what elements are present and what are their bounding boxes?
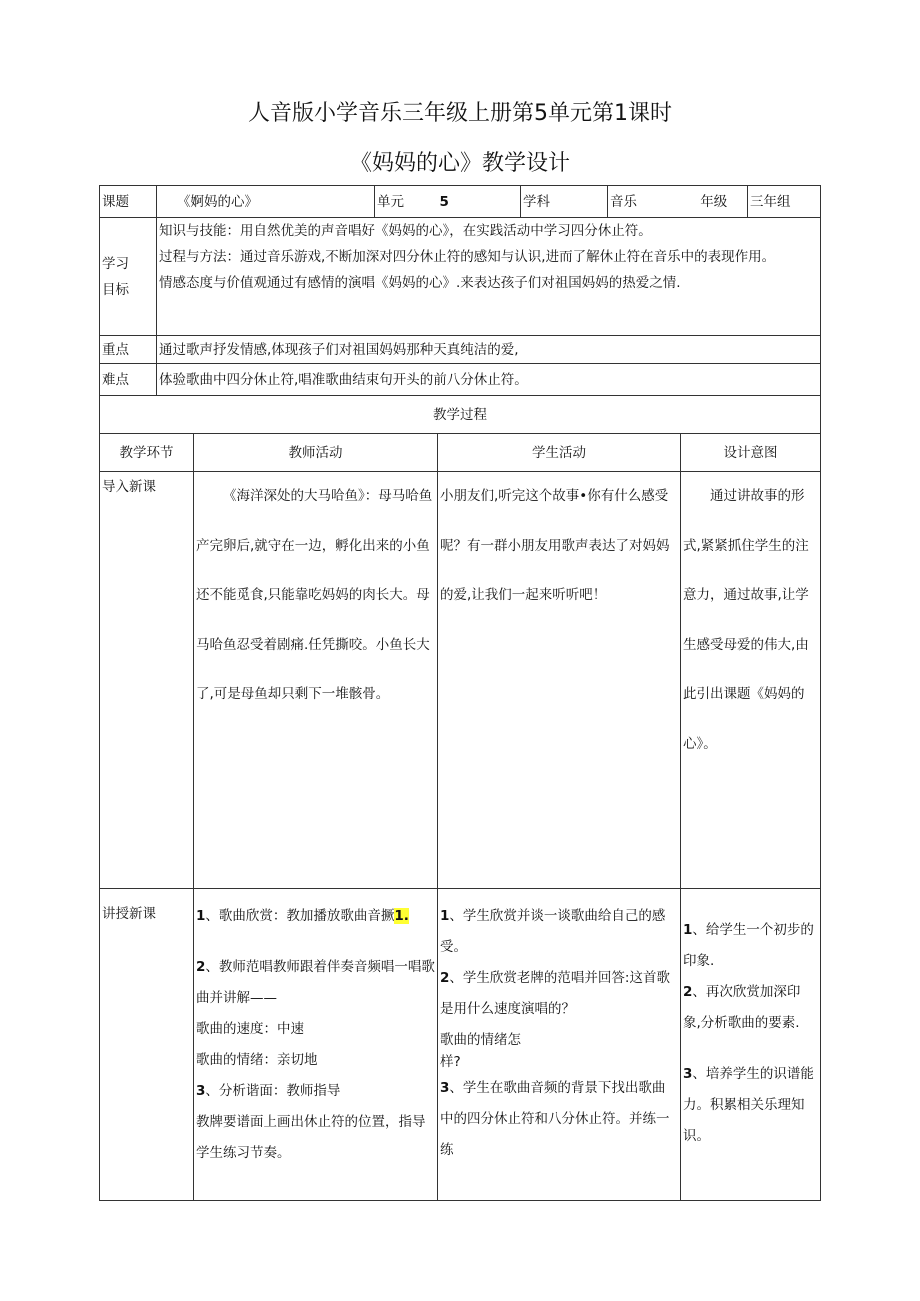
teacher-step-3-text: 、分析谐面：教师指导: [205, 1083, 341, 1099]
design-step-3-text: 、培养学生的识谱能力。积累相关乐理知识。: [683, 1066, 814, 1144]
intro-row: [100, 472, 821, 889]
header-design: 设计意图: [681, 434, 821, 472]
intro-design: 通过讲故事的形式,紧紧抓住学生的注意力，通过故事,让学生感受母爱的伟大,由此引出课题《妈妈的心》。: [681, 472, 821, 889]
goals-label-line1: 学习: [102, 255, 129, 272]
goal-emotion: 情感态度与价值观通过有感情的演唱《妈妈的心》.来表达孩子们对祖国妈妈的热爱之情.: [159, 275, 681, 291]
topic-value: 《婀妈的心》: [157, 186, 375, 218]
info-row: [100, 186, 821, 218]
goals-content: [157, 218, 821, 336]
intro-student: 小朋友们,听完这个故事•你有什么感受呢？有一群小朋友用歌声表达了对妈妈的爱,让我们一起来听听吧！: [438, 472, 681, 889]
student-step-1-text: 、学生欣赏并谈一谈歌曲给自己的感受。: [440, 908, 666, 955]
goals-label-line2: 目标: [102, 281, 129, 298]
unit-value: 5: [438, 186, 521, 218]
design-step-1-num: 1: [683, 922, 693, 938]
intro-teacher: 《海洋深处的大马哈鱼》：母马哈鱼产完卵后,就守在一边，孵化出来的小鱼还不能觅食,只能靠吃妈妈的肉长大。母马哈鱼忍受着剧痛.任凭撕咬。小鱼长大了,可是母鱼却只剩下一堆骸骨。: [194, 472, 438, 889]
teacher-mood: 歌曲的情绪：亲切地: [196, 1052, 318, 1068]
teacher-step-1: [196, 901, 435, 932]
new-lesson-row: [100, 889, 821, 1201]
student-step-3-num: 3: [440, 1080, 450, 1096]
document-title: 人音版小学音乐三年级上册第5单元第1课时: [248, 101, 672, 126]
teacher-step-2: [196, 952, 435, 1014]
teacher-step-4: 教牌要谱面上画出休止符的位置，指导学生练习节奏。: [196, 1114, 426, 1161]
difficulty-row: [100, 364, 821, 396]
teacher-step-3-num: 3: [196, 1083, 206, 1099]
topic-label: 课题: [100, 186, 157, 218]
subject-value: 音乐: [608, 186, 681, 218]
goals-row: [100, 218, 821, 336]
teacher-step-2-text: 、教师范唱教师跟着伴奏音频唱一唱歌曲并讲解——: [196, 959, 435, 1006]
difficulty-label: 难点: [100, 364, 157, 396]
key-point-text: 通过歌声抒发情感,体现孩子们对祖国妈妈那种天真纯洁的爱,: [157, 336, 821, 364]
design-step-2-num: 2: [683, 984, 693, 1000]
new-stage: 讲授新课: [100, 889, 194, 1201]
grade-value: 三年组: [748, 186, 821, 218]
key-point-row: [100, 336, 821, 364]
teacher-step-2-num: 2: [196, 959, 206, 975]
student-step-2b: 歌曲的情绪怎: [440, 1032, 521, 1048]
key-point-label: 重点: [100, 336, 157, 364]
design-step-2: [683, 977, 818, 1039]
teacher-step-1-num: 1: [196, 908, 206, 924]
spacer: [683, 1039, 818, 1059]
process-heading: 教学过程: [100, 396, 821, 434]
spacer: [196, 932, 435, 952]
design-step-1: [683, 915, 818, 977]
new-design: [681, 889, 821, 1201]
goal-process: 过程与方法：通过音乐游戏,不断加深对四分休止符的感知与认识,进而了解休止符在音乐中的表现作用。: [159, 249, 776, 265]
goal-knowledge: 知识与技能：用自然优美的声音唱好《妈妈的心》，在实践活动中学习四分休止符。: [159, 223, 652, 239]
design-step-2-text: 、再次欣赏加深印象,分析歌曲的要素.: [683, 984, 801, 1031]
subject-label: 学科: [521, 186, 608, 218]
student-step-2: [440, 963, 678, 1025]
lesson-plan-table: [99, 185, 821, 1201]
difficulty-text: 体验歌曲中四分休止符,唱准歌曲结束句开头的前八分休止符。: [157, 364, 821, 396]
new-teacher: [194, 889, 438, 1201]
process-heading-row: [100, 396, 821, 434]
process-header-row: [100, 434, 821, 472]
teacher-step-3: [196, 1076, 435, 1107]
design-step-3-num: 3: [683, 1066, 693, 1082]
new-student: [438, 889, 681, 1201]
teacher-step-1-highlight: 1.: [394, 908, 409, 924]
student-step-2-num: 2: [440, 970, 450, 986]
grade-label: 年级: [681, 186, 748, 218]
goals-label: [100, 218, 157, 336]
design-step-1-text: 、给学生一个初步的印象.: [683, 922, 814, 969]
student-step-2c: 样?: [440, 1054, 461, 1070]
document-subtitle: 《妈妈的心》教学设计: [349, 151, 570, 176]
intro-stage: 导入新课: [100, 472, 194, 889]
student-step-3: [440, 1073, 678, 1166]
teacher-step-1-text: 、歌曲欣赏：教加播放歌曲音撅: [205, 908, 395, 924]
teacher-speed: 歌曲的速度：中速: [196, 1021, 304, 1037]
student-step-1: [440, 901, 678, 963]
header-teacher: 教师活动: [194, 434, 438, 472]
student-step-3-text: 、学生在歌曲音频的背景下找出歌曲中的四分休止符和八分休止符。并练一练: [440, 1080, 670, 1158]
header-student: 学生活动: [438, 434, 681, 472]
student-step-1-num: 1: [440, 908, 450, 924]
student-step-2-text: 、学生欣赏老牌的范唱并回答:这首歌是用什么速度演唱的？: [440, 970, 670, 1017]
unit-label: 单元: [375, 186, 438, 218]
design-step-3: [683, 1059, 818, 1152]
header-stage: 教学环节: [100, 434, 194, 472]
